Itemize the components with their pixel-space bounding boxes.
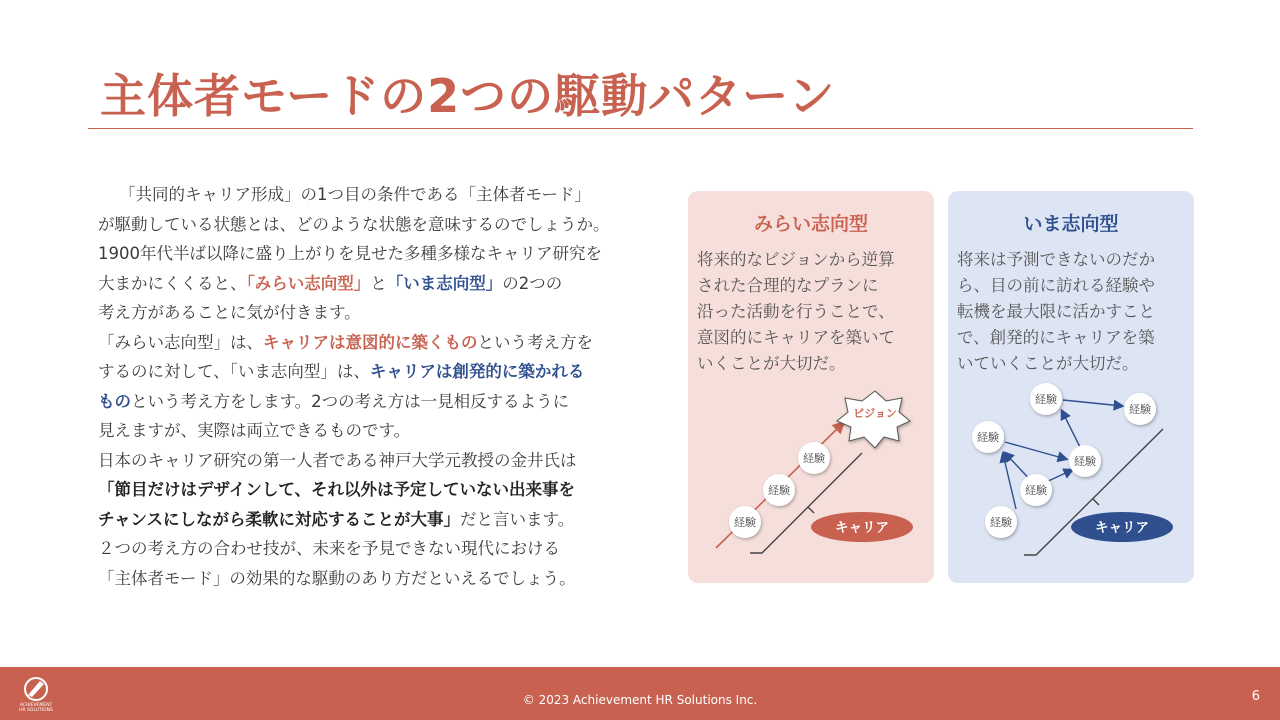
mirai-card-title: みらい志向型	[753, 213, 868, 235]
desc-line: いていくことが大切だ。	[957, 354, 1139, 373]
body-line	[98, 210, 673, 240]
mirai-emphasis: キャリアは意図的に築くもの	[263, 332, 478, 352]
body-line	[98, 475, 673, 505]
body-span: 考え方があることに気が付きます。	[98, 303, 361, 322]
ima-highlight: 「いま志向型」	[386, 273, 503, 293]
svg-text:経験: 経験	[734, 516, 756, 529]
svg-text:経験: 経験	[990, 516, 1012, 529]
body-line	[98, 416, 673, 446]
body-span: 「共同的キャリア形成」の1つ目の条件である「主体者モード」	[118, 185, 591, 204]
path-arrow	[1005, 442, 1066, 459]
experience-node	[1069, 445, 1101, 477]
desc-line: いくことが大切だ。	[697, 354, 846, 373]
body-span: 「みらい志向型」は、	[98, 332, 263, 352]
desc-line: 将来は予測できないのだか	[957, 250, 1155, 269]
desc-line: 沿った活動を行うことで、	[697, 302, 895, 321]
mirai-highlight: 「みらい志向型」	[246, 273, 371, 293]
desc-line: 意図的にキャリアを築いて	[697, 328, 895, 347]
body-line	[98, 180, 673, 210]
career-badge	[1071, 512, 1173, 542]
body-line	[98, 564, 673, 594]
body-line	[98, 505, 673, 535]
mirai-diagram	[688, 191, 934, 583]
body-span: 日本のキャリア研究の第一人者である神戸大学元教授の金井氏は	[98, 450, 577, 470]
ima-card-title: いま志向型	[1023, 213, 1119, 235]
ima-emphasis: キャリアは創発的に築かれる	[369, 362, 585, 381]
svg-text:経験: 経験	[803, 452, 825, 465]
copyright: © 2023 Achievement HR Solutions Inc.	[522, 693, 758, 707]
svg-text:経験: 経験	[1129, 403, 1151, 416]
body-line	[98, 534, 673, 564]
quote-emphasis: チャンスにしながら柔軟に対応することが大事」	[98, 509, 461, 529]
desc-line: ら、目の前に訪れる経験や	[957, 276, 1155, 295]
footer	[0, 667, 1280, 720]
experience-node	[1030, 383, 1062, 415]
body-line	[98, 239, 673, 269]
experience-node	[985, 506, 1017, 538]
body-line	[98, 387, 673, 417]
svg-text:経験: 経験	[1074, 455, 1096, 468]
body-span: 1900年代半ば以降に盛り上がりを見せた多種多様なキャリア研究を	[98, 244, 602, 263]
experience-node	[798, 442, 830, 474]
mirai-card	[688, 191, 934, 583]
body-line	[98, 446, 673, 476]
experience-node	[763, 474, 795, 506]
body-line	[98, 298, 673, 328]
path-arrow	[1063, 400, 1122, 406]
body-span: という考え方をします。2つの考え方は一見相反するように	[131, 391, 570, 411]
body-span: の2つの	[502, 273, 563, 293]
body-span: 大まかにくくると、	[98, 273, 247, 293]
svg-text:経験: 経験	[768, 484, 790, 497]
vision-star	[837, 391, 910, 448]
body-line	[98, 269, 673, 299]
svg-text:キャリア: キャリア	[835, 520, 889, 536]
body-span: が駆動している状態とは、どのような状態を意味するのでしょうか。	[98, 214, 610, 234]
body-line	[98, 357, 673, 387]
logo-text-line: ACHIEVEMENT	[19, 703, 53, 708]
desc-line: で、創発的にキャリアを築	[957, 328, 1155, 347]
body-span: だと言います。	[460, 509, 575, 529]
body-line	[98, 328, 673, 358]
ima-emphasis: もの	[98, 391, 131, 411]
body-span: という考え方を	[477, 332, 593, 352]
experience-node	[729, 506, 761, 538]
desc-line: 将来的なビジョンから逆算	[697, 250, 895, 269]
vision-label: ビジョン	[853, 407, 897, 420]
body-text	[98, 180, 673, 593]
logo-text-line: HR SOLUTIONS	[19, 708, 53, 713]
quote-emphasis: 「節目だけはデザインして、それ以外は予定していない出来事を	[98, 480, 576, 499]
svg-text:経験: 経験	[1035, 393, 1057, 406]
path-arrow	[1062, 411, 1081, 449]
body-span: 「主体者モード」の効果的な駆動のあり方だといえるでしょう。	[98, 568, 576, 588]
svg-text:経験: 経験	[977, 431, 999, 444]
ima-diagram	[948, 191, 1194, 583]
body-span: するのに対して、「いま志向型」は、	[98, 362, 370, 381]
title-divider	[88, 128, 1193, 129]
body-span: と	[370, 273, 387, 293]
desc-line: 転機を最大限に活かすこと	[957, 302, 1155, 321]
body-span: ２つの考え方の合わせ技が、未来を予見できない現代における	[98, 539, 560, 558]
desc-line: された合理的なプランに	[697, 276, 879, 295]
experience-node	[1124, 393, 1156, 425]
svg-text:経験: 経験	[1025, 484, 1047, 497]
page-title: 主体者モードの2つの駆動パターン	[100, 69, 836, 123]
experience-node	[1020, 474, 1052, 506]
experience-node	[972, 421, 1004, 453]
body-span: 見えますが、実際は両立できるものです。	[98, 421, 411, 440]
ima-card	[948, 191, 1194, 583]
page-number: 6	[1251, 689, 1260, 704]
career-badge	[811, 512, 913, 542]
svg-text:キャリア: キャリア	[1095, 520, 1149, 536]
